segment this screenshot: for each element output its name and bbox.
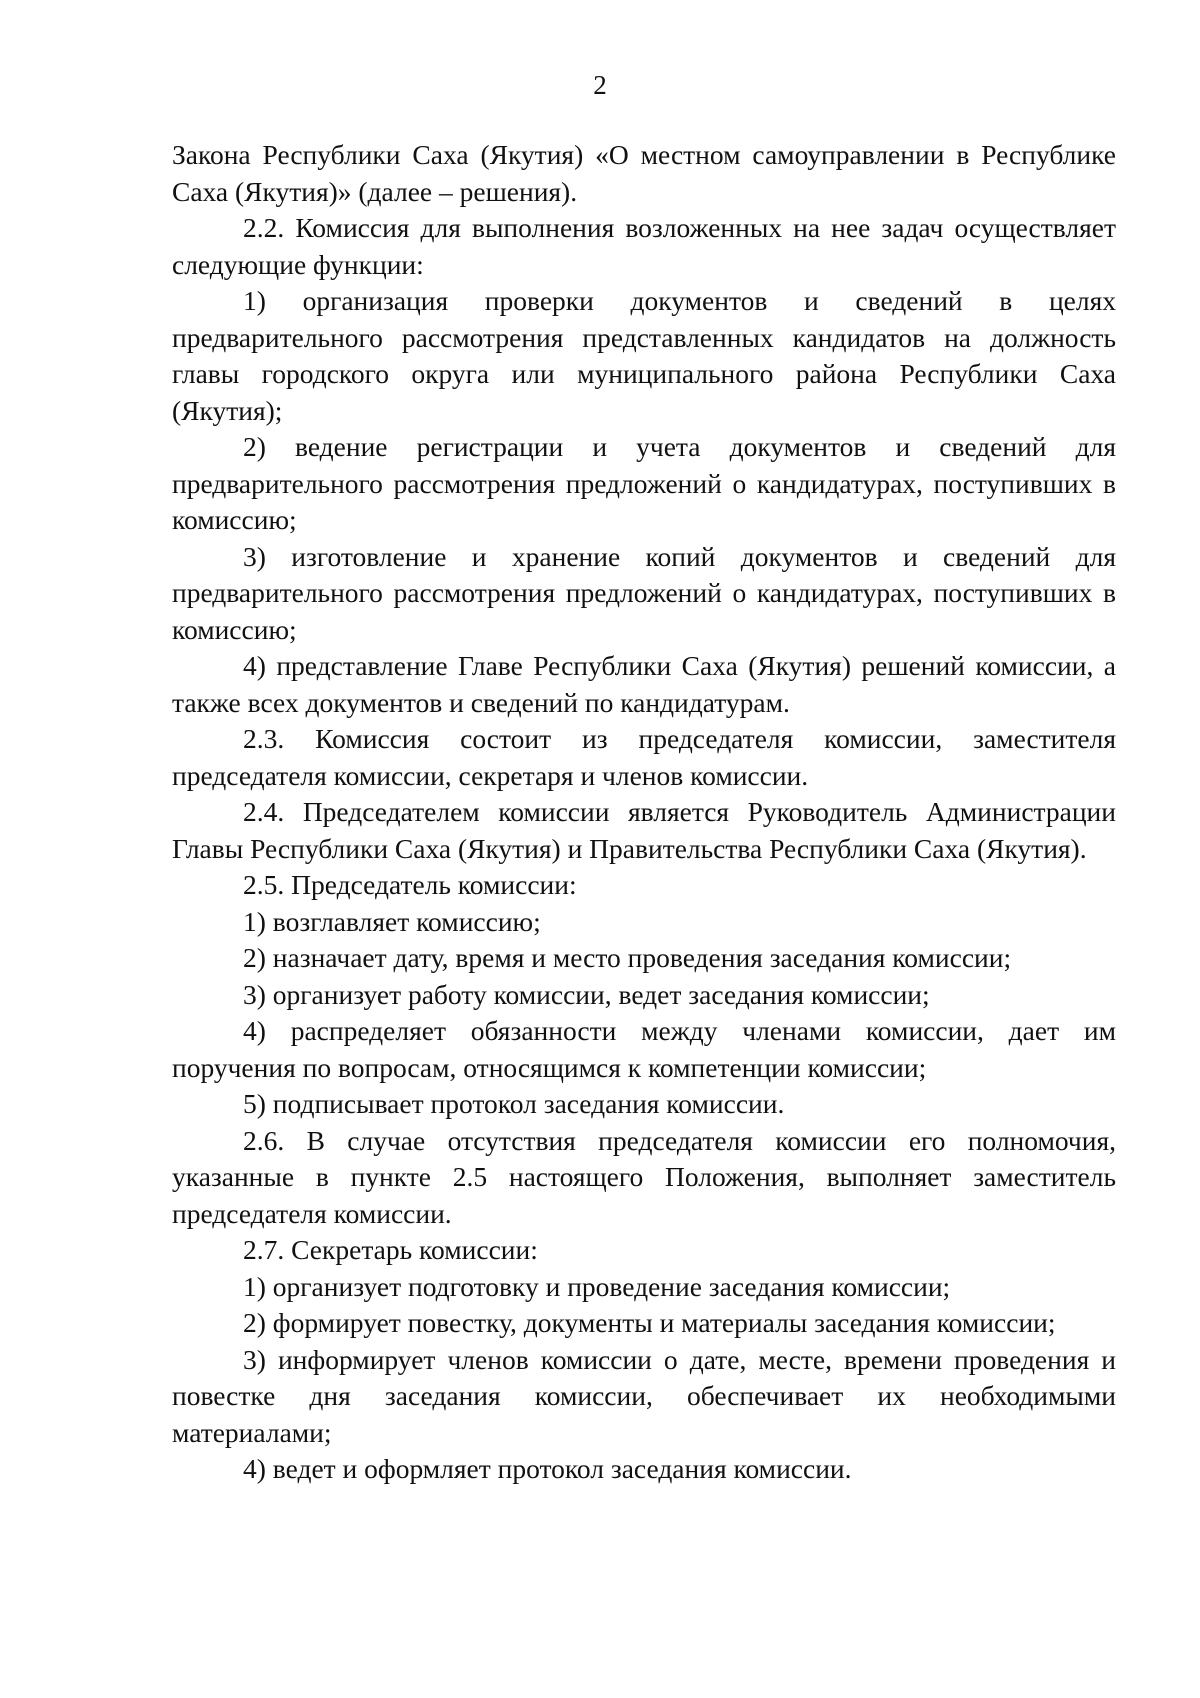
paragraph-2-5: 2.5. Председатель комиссии: — [243, 869, 577, 900]
paragraph-2-4: 2.4. Председателем комиссии является Руководитель Администрации Главы Республики Саха (Якутия) и Правительства Республики Саха (Якутия). — [172, 796, 1116, 864]
paragraph-2-5-item-3: 3) организует работу комиссии, ведет заседания комиссии; — [243, 978, 930, 1010]
paragraph-2-7-item-2: 2) формирует повестку, документы и материалы заседания комиссии; — [243, 1307, 1056, 1338]
paragraph-2-2-item-3: 3) изготовление и хранение копий документов и сведений для предварительного рассмотрения предложений о кандидатурах, поступивших в комиссию; — [172, 540, 1116, 645]
paragraph-2-5-item-4: 4) распределяет обязанности между членами комиссии, дает им поручения по вопросам, относящимся к компетенции комиссии; — [172, 1015, 1116, 1083]
paragraph-2-2: 2.2. Комиссия для выполнения возложенных на нее задач осуществляет следующие функции: — [172, 212, 1116, 280]
paragraph-2-7: 2.7. Секретарь комиссии: — [243, 1234, 538, 1265]
paragraph-2-2-item-2: 2) ведение регистрации и учета документов и сведений для предварительного рассмотрения предложений о кандидатурах, поступивших в комиссию; — [172, 431, 1116, 535]
paragraph-2-5-item-5: 5) подписывает протокол заседания комиссии. — [243, 1088, 785, 1119]
paragraph-2-3: 2.3. Комиссия состоит из председателя комиссии, заместителя председателя комиссии, секретаря и членов комиссии. — [172, 723, 1116, 791]
paragraph-2-2-item-4: 4) представление Главе Республики Саха (Якутия) решений комиссии, а также всех документов и сведений по кандидатурам. — [172, 650, 1116, 718]
paragraph-2-7-item-1: 1) организует подготовку и проведение заседания комиссии; — [243, 1270, 951, 1302]
paragraph-2-7-item-3: 3) информирует членов комиссии о дате, месте, времени проведения и повестке дня заседания комиссии, обеспечивает их необходимыми материалами; — [172, 1343, 1116, 1448]
page-number: 2 — [593, 70, 607, 100]
paragraph-2-7-item-4: 4) ведет и оформляет протокол заседания комиссии. — [243, 1453, 852, 1484]
paragraph-2-5-item-2: 2) назначает дату, время и место проведения заседания комиссии; — [243, 942, 1012, 973]
paragraph-law-reference: Закона Республики Саха (Якутия) «О местном самоуправлении в Республике Саха (Якутия)» (далее – решения). — [172, 139, 1116, 207]
paragraph-2-2-item-1: 1) организация проверки документов и сведений в целях предварительного рассмотрения представленных кандидатов на должность главы городского округа или муниципального района Республики Саха (Якутия); — [172, 285, 1116, 426]
document-body — [172, 137, 1116, 1488]
paragraph-2-5-item-1: 1) возглавляет комиссию; — [243, 905, 541, 937]
paragraph-2-6: 2.6. В случае отсутствия председателя комиссии его полномочия, указанные в пункте 2.5 настоящего Положения, выполняет заместитель председателя комиссии. — [172, 1124, 1116, 1229]
